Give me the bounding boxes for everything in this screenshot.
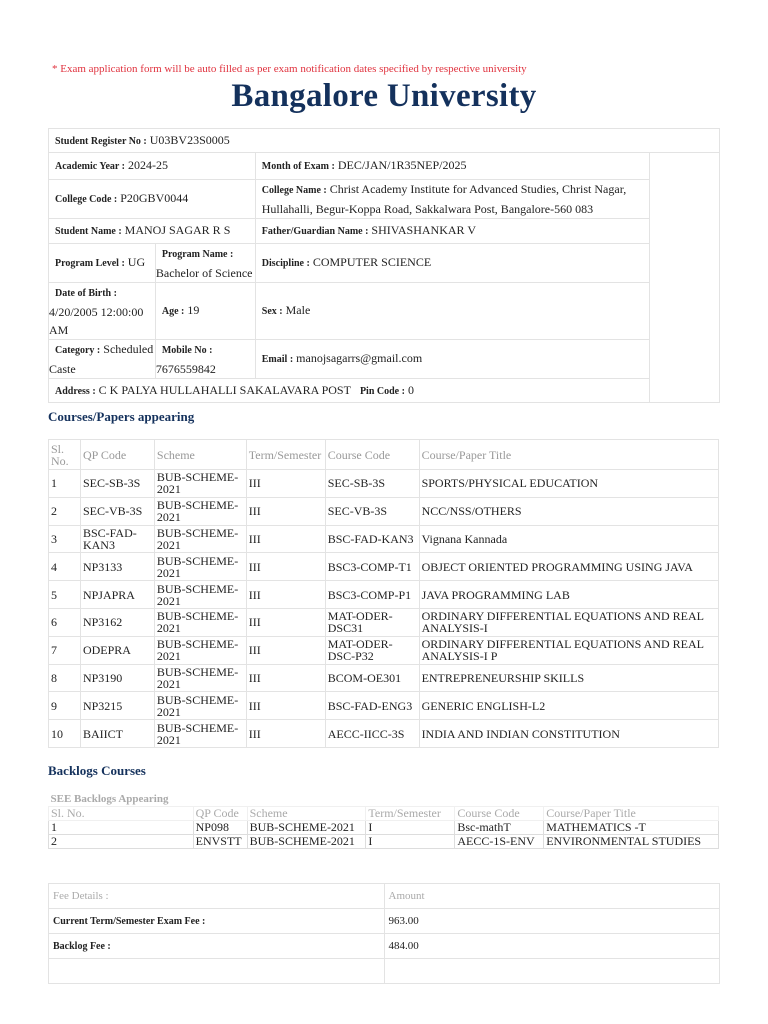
fee-details-header: Fee Details : (49, 884, 385, 909)
table-row: 3 BSC-FAD-KAN3 BUB-SCHEME-2021 III BSC-FAD-KAN3 Vignana Kannada (49, 525, 719, 553)
address-cell: Address : C K PALYA HULLAHALLI SAKALAVARA POST Pin Code : 0 (49, 379, 650, 403)
col-sl-no: Sl. No. (49, 440, 81, 470)
backlog-fee-amount: 484.00 (384, 934, 719, 959)
program-level: UG (127, 255, 146, 269)
table-row: 1 NP098 BUB-SCHEME-2021 I Bsc-mathT MATHEMATICS -T (49, 821, 719, 835)
table-row: 9 NP3215 BUB-SCHEME-2021 III BSC-FAD-ENG3 GENERIC ENGLISH-L2 (49, 692, 719, 720)
col-course-code: Course Code (325, 440, 419, 470)
mobile-cell: Mobile No : 7676559842 (155, 340, 255, 379)
table-row: 7 ODEPRA BUB-SCHEME-2021 III MAT-ODER-DSC-P32 ORDINARY DIFFERENTIAL EQUATIONS AND REAL ANALYSIS-I P (49, 636, 719, 664)
current-exam-fee-amount: 963.00 (384, 909, 719, 934)
col-qp-code: QP Code (80, 440, 154, 470)
student-name-cell: Student Name : MANOJ SAGAR R S (49, 219, 256, 244)
table-row: 4 NP3133 BUB-SCHEME-2021 III BSC3-COMP-T1 OBJECT ORIENTED PROGRAMMING USING JAVA (49, 553, 719, 581)
backlogs-heading: Backlogs Courses (48, 763, 146, 778)
student-info-table (48, 128, 720, 403)
photo-area (650, 153, 720, 403)
see-backlogs-subheading: SEE Backlogs Appearing (49, 793, 366, 807)
table-row: 8 NP3190 BUB-SCHEME-2021 III BCOM-OE301 ENTREPRENEURSHIP SKILLS (49, 664, 719, 692)
register-no-cell: Student Register No : U03BV23S0005 (49, 129, 720, 153)
table-row: 5 NPJAPRA BUB-SCHEME-2021 III BSC3-COMP-P1 JAVA PROGRAMMING LAB (49, 581, 719, 609)
courses-header-row (49, 440, 719, 470)
college-code: P20GBV0044 (120, 191, 189, 205)
col-scheme: Scheme (154, 440, 246, 470)
college-name: Christ Academy Institute for Advanced Studies, Christ Nagar, Hullahalli, Begur-Koppa Road, Sakkalwara Post, Bangalore-560 083 (261, 182, 627, 216)
table-row (49, 909, 720, 934)
father-name-cell: Father/Guardian Name : SHIVASHANKAR V (255, 219, 649, 244)
table-row: 10 BAIICT BUB-SCHEME-2021 III AECC-IICC-3S INDIA AND INDIAN CONSTITUTION (49, 720, 719, 748)
backlog-fee-label: Backlog Fee : (49, 934, 385, 959)
courses-table (48, 439, 719, 748)
month-of-exam: DEC/JAN/1R35NEP/2025 (337, 158, 467, 172)
courses-heading: Courses/Papers appearing (48, 409, 195, 424)
category-cell: Category : Scheduled Caste (49, 340, 156, 379)
table-row (49, 959, 720, 984)
age: 19 (187, 303, 200, 317)
pin-code: 0 (407, 382, 414, 397)
mobile-no: 7676559842 (155, 362, 216, 376)
email: manojsagarrs@gmail.com (296, 351, 423, 365)
student-name: MANOJ SAGAR R S (124, 223, 231, 237)
current-exam-fee-label: Current Term/Semester Exam Fee : (49, 909, 385, 934)
table-row: 6 NP3162 BUB-SCHEME-2021 III MAT-ODER-DSC31 ORDINARY DIFFERENTIAL EQUATIONS AND REAL ANALYSIS-I (49, 608, 719, 636)
col-term: Term/Semester (246, 440, 325, 470)
academic-year-cell: Academic Year : 2024-25 (49, 153, 256, 180)
university-title: Bangalore University (231, 78, 537, 114)
program-level-cell: Program Level : UG (49, 244, 156, 283)
backlogs-table (48, 793, 719, 849)
table-row: 2 ENVSTT BUB-SCHEME-2021 I AECC-1S-ENV ENVIRONMENTAL STUDIES (49, 835, 719, 849)
table-row: 1 SEC-SB-3S BUB-SCHEME-2021 III SEC-SB-3S SPORTS/PHYSICAL EDUCATION (49, 470, 719, 498)
discipline: COMPUTER SCIENCE (312, 255, 432, 269)
program-name-cell: Program Name : Bachelor of Science (155, 244, 255, 283)
dob-cell: Date of Birth : 4/20/2005 12:00:00 AM (49, 283, 156, 340)
age-cell: Age : 19 (155, 283, 255, 340)
sex-cell: Sex : Male (255, 283, 649, 340)
table-row: 2 SEC-VB-3S BUB-SCHEME-2021 III SEC-VB-3S NCC/NSS/OTHERS (49, 497, 719, 525)
exam-notice: * Exam application form will be auto filled as per exam notification dates specified by respective university (52, 63, 527, 75)
dob: 4/20/2005 12:00:00 AM (49, 305, 144, 337)
email-cell: Email : manojsagarrs@gmail.com (255, 340, 649, 379)
fee-details-table (48, 883, 720, 984)
program-name: Bachelor of Science (155, 266, 253, 280)
amount-header: Amount (384, 884, 719, 909)
address: C K PALYA HULLAHALLI SAKALAVARA POST (98, 382, 351, 397)
college-code-cell: College Code : P20GBV0044 (49, 180, 256, 219)
month-of-exam-cell: Month of Exam : DEC/JAN/1R35NEP/2025 (255, 153, 649, 180)
father-name: SHIVASHANKAR V (371, 223, 476, 237)
academic-year: 2024-25 (127, 158, 168, 172)
col-title: Course/Paper Title (419, 440, 718, 470)
sex: Male (285, 303, 311, 317)
category: Scheduled Caste (49, 342, 154, 376)
register-no: U03BV23S0005 (149, 132, 230, 147)
table-row (49, 934, 720, 959)
discipline-cell: Discipline : COMPUTER SCIENCE (255, 244, 649, 283)
college-name-cell: College Name : Christ Academy Institute for Advanced Studies, Christ Nagar, Hullahalli, Begur-Koppa Road, Sakkalwara Post, Bangalore-560 083 (255, 180, 649, 219)
backlogs-header-row: Sl. No. QP Code Scheme Term/Semester Course Code Course/Paper Title (49, 807, 719, 821)
